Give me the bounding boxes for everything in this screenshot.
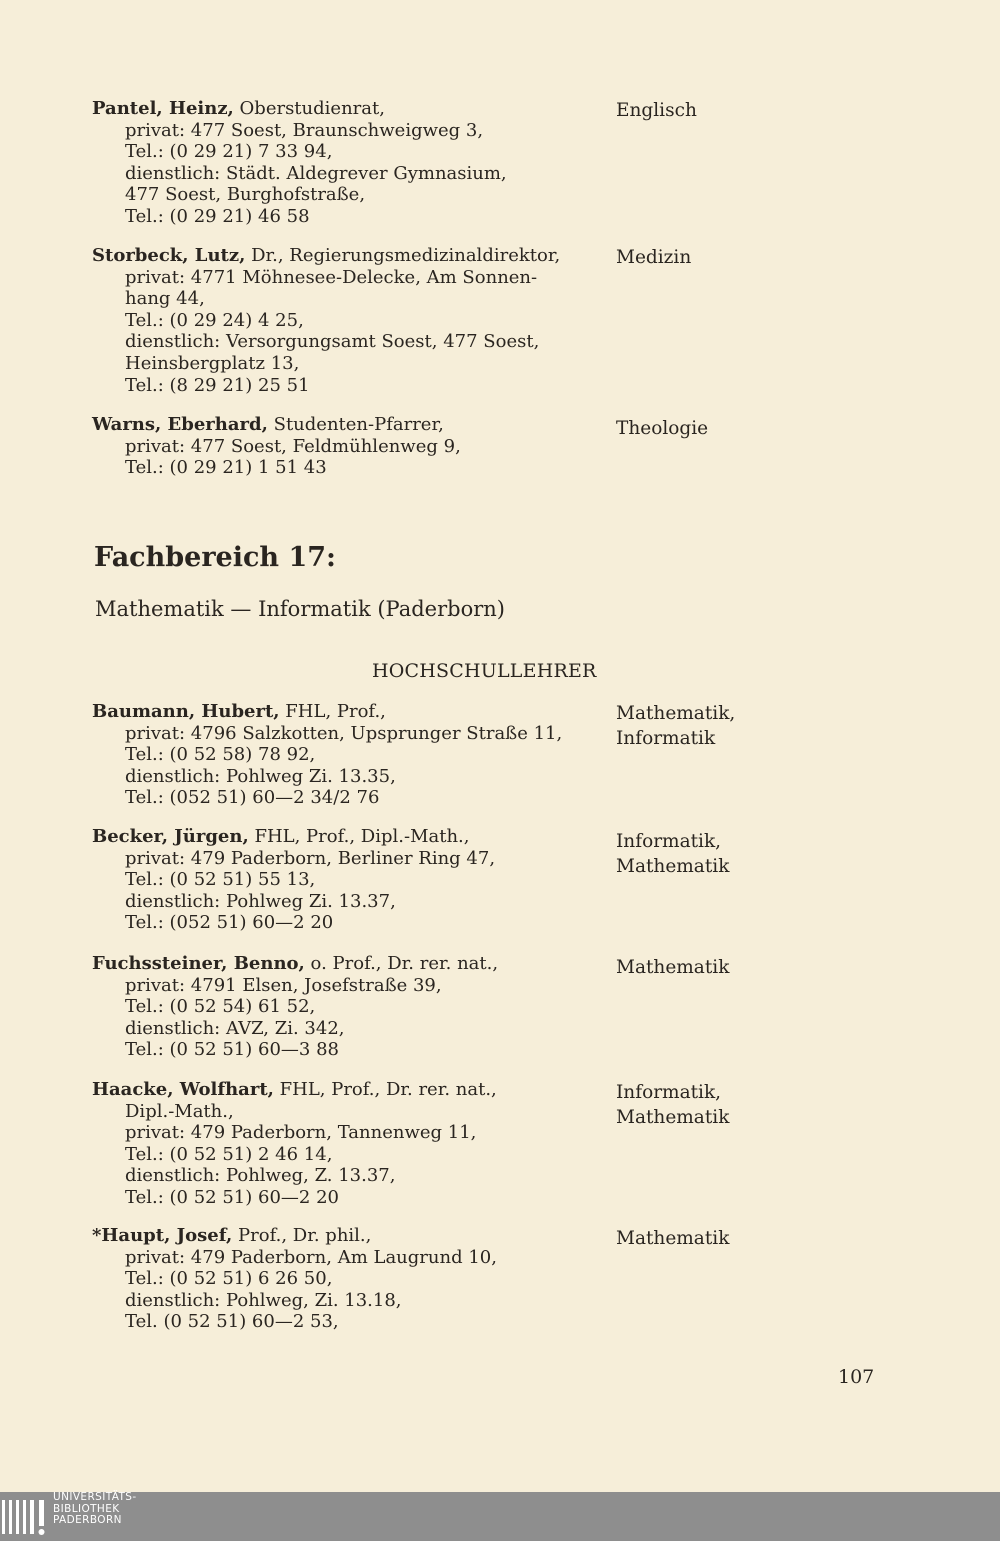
subject: Informatik xyxy=(616,728,716,749)
entry-line: privat: 477 Soest, Braunschweigweg 3, xyxy=(125,119,484,141)
entry-line: privat: 479 Paderborn, Tannenweg 11, xyxy=(125,1122,477,1144)
entry-line: privat: 479 Paderborn, Berliner Ring 47, xyxy=(125,847,496,869)
entry-line: privat: 4791 Elsen, Josefstraße 39, xyxy=(125,974,442,996)
entry-line: dienstlich: Versorgungsamt Soest, 477 Soest, xyxy=(125,331,540,353)
entry-line: hang 44, xyxy=(125,288,205,310)
library-name xyxy=(53,1492,137,1527)
subject: Mathematik, xyxy=(616,703,736,724)
entry-line: Tel.: (0 29 24) 4 25, xyxy=(125,309,304,331)
section-heading: Fachbereich 17: xyxy=(94,542,336,573)
staff-title: FHL, Prof., xyxy=(279,701,386,722)
staff-name: Fuchssteiner, Benno, xyxy=(92,953,305,974)
entry-line: Tel.: (0 52 58) 78 92, xyxy=(125,744,316,766)
entry-line: dienstlich: Pohlweg, Zi. 13.18, xyxy=(125,1289,402,1311)
subject: Mathematik xyxy=(616,1228,730,1249)
entry-line: Tel.: (0 29 21) 1 51 43 xyxy=(125,457,327,479)
entry-line: Tel.: (0 52 51) 6 26 50, xyxy=(125,1268,333,1290)
library-name-line1: UNIVERSITÄTS- xyxy=(53,1491,137,1503)
library-name-line2: BIBLIOTHEK xyxy=(53,1502,120,1515)
entry-line: Tel.: (0 29 21) 7 33 94, xyxy=(125,141,333,163)
entry-line: dienstlich: AVZ, Zi. 342, xyxy=(125,1017,345,1039)
entry-line: privat: 477 Soest, Feldmühlenweg 9, xyxy=(125,435,461,457)
entry-line: Tel.: (0 52 51) 2 46 14, xyxy=(125,1143,333,1165)
library-footer xyxy=(0,1492,1000,1541)
subject: Englisch xyxy=(616,100,697,121)
entry-line: Tel.: (0 29 21) 46 58 xyxy=(125,205,310,227)
staff-title: Studenten-Pfarrer, xyxy=(267,414,444,435)
entry-line: privat: 4796 Salzkotten, Upsprunger Straße 11, xyxy=(125,722,563,744)
entry-line: Tel.: (0 52 51) 60—3 88 xyxy=(125,1039,339,1061)
entry-line: dienstlich: Pohlweg, Z. 13.37, xyxy=(125,1165,396,1187)
library-logo-icon xyxy=(2,1498,46,1536)
subject: Medizin xyxy=(616,247,692,268)
subject: Informatik, xyxy=(616,831,722,852)
entry-line: Tel.: (8 29 21) 25 51 xyxy=(125,374,310,396)
library-name-line3: PADERBORN xyxy=(53,1514,122,1527)
entry-line: dienstlich: Städt. Aldegrever Gymnasium, xyxy=(125,162,507,184)
entry-line: Tel.: (0 52 51) 55 13, xyxy=(125,869,316,891)
staff-name: *Haupt, Josef, xyxy=(92,1225,233,1246)
staff-name: Becker, Jürgen, xyxy=(92,826,249,847)
entry-line: Tel. (0 52 51) 60—2 53, xyxy=(125,1311,339,1333)
subject: Theologie xyxy=(616,418,709,439)
subject: Mathematik xyxy=(616,1107,730,1128)
entry-line: Heinsbergplatz 13, xyxy=(125,352,300,374)
subject: Mathematik xyxy=(616,957,730,978)
staff-title: FHL, Prof., Dipl.-Math., xyxy=(248,826,470,847)
staff-name: Storbeck, Lutz, xyxy=(92,245,246,266)
entry-line: dienstlich: Pohlweg Zi. 13.37, xyxy=(125,890,396,912)
staff-title: Prof., Dr. phil., xyxy=(232,1225,372,1246)
entry-line: Tel.: (0 52 51) 60—2 20 xyxy=(125,1186,339,1208)
entry-line: dienstlich: Pohlweg Zi. 13.35, xyxy=(125,765,396,787)
section-subheading: Mathematik — Informatik (Paderborn) xyxy=(95,597,505,621)
staff-name: Warns, Eberhard, xyxy=(92,414,268,435)
entry-line: Tel.: (052 51) 60—2 20 xyxy=(125,912,334,934)
staff-name: Baumann, Hubert, xyxy=(92,701,280,722)
entry-line: Tel.: (0 52 54) 61 52, xyxy=(125,996,316,1018)
staff-name: Haacke, Wolfhart, xyxy=(92,1079,274,1100)
staff-name: Pantel, Heinz, xyxy=(92,98,234,119)
staff-title: Dr., Regierungsmedizinaldirektor, xyxy=(245,245,561,266)
entry-line: privat: 479 Paderborn, Am Laugrund 10, xyxy=(125,1246,497,1268)
entry-line: Dipl.-Math., xyxy=(125,1100,234,1122)
group-title: HOCHSCHULLEHRER xyxy=(372,660,597,682)
subject: Informatik, xyxy=(616,1082,722,1103)
staff-title: FHL, Prof., Dr. rer. nat., xyxy=(273,1079,497,1100)
entry-line: 477 Soest, Burghofstraße, xyxy=(125,184,366,206)
entry-line: privat: 4771 Möhnesee-Delecke, Am Sonnen- xyxy=(125,266,538,288)
page-number: 107 xyxy=(838,1366,875,1388)
subject: Mathematik xyxy=(616,856,730,877)
entry-line: Tel.: (052 51) 60—2 34/2 76 xyxy=(125,787,380,809)
staff-title: Oberstudienrat, xyxy=(233,98,385,119)
staff-title: o. Prof., Dr. rer. nat., xyxy=(304,953,499,974)
